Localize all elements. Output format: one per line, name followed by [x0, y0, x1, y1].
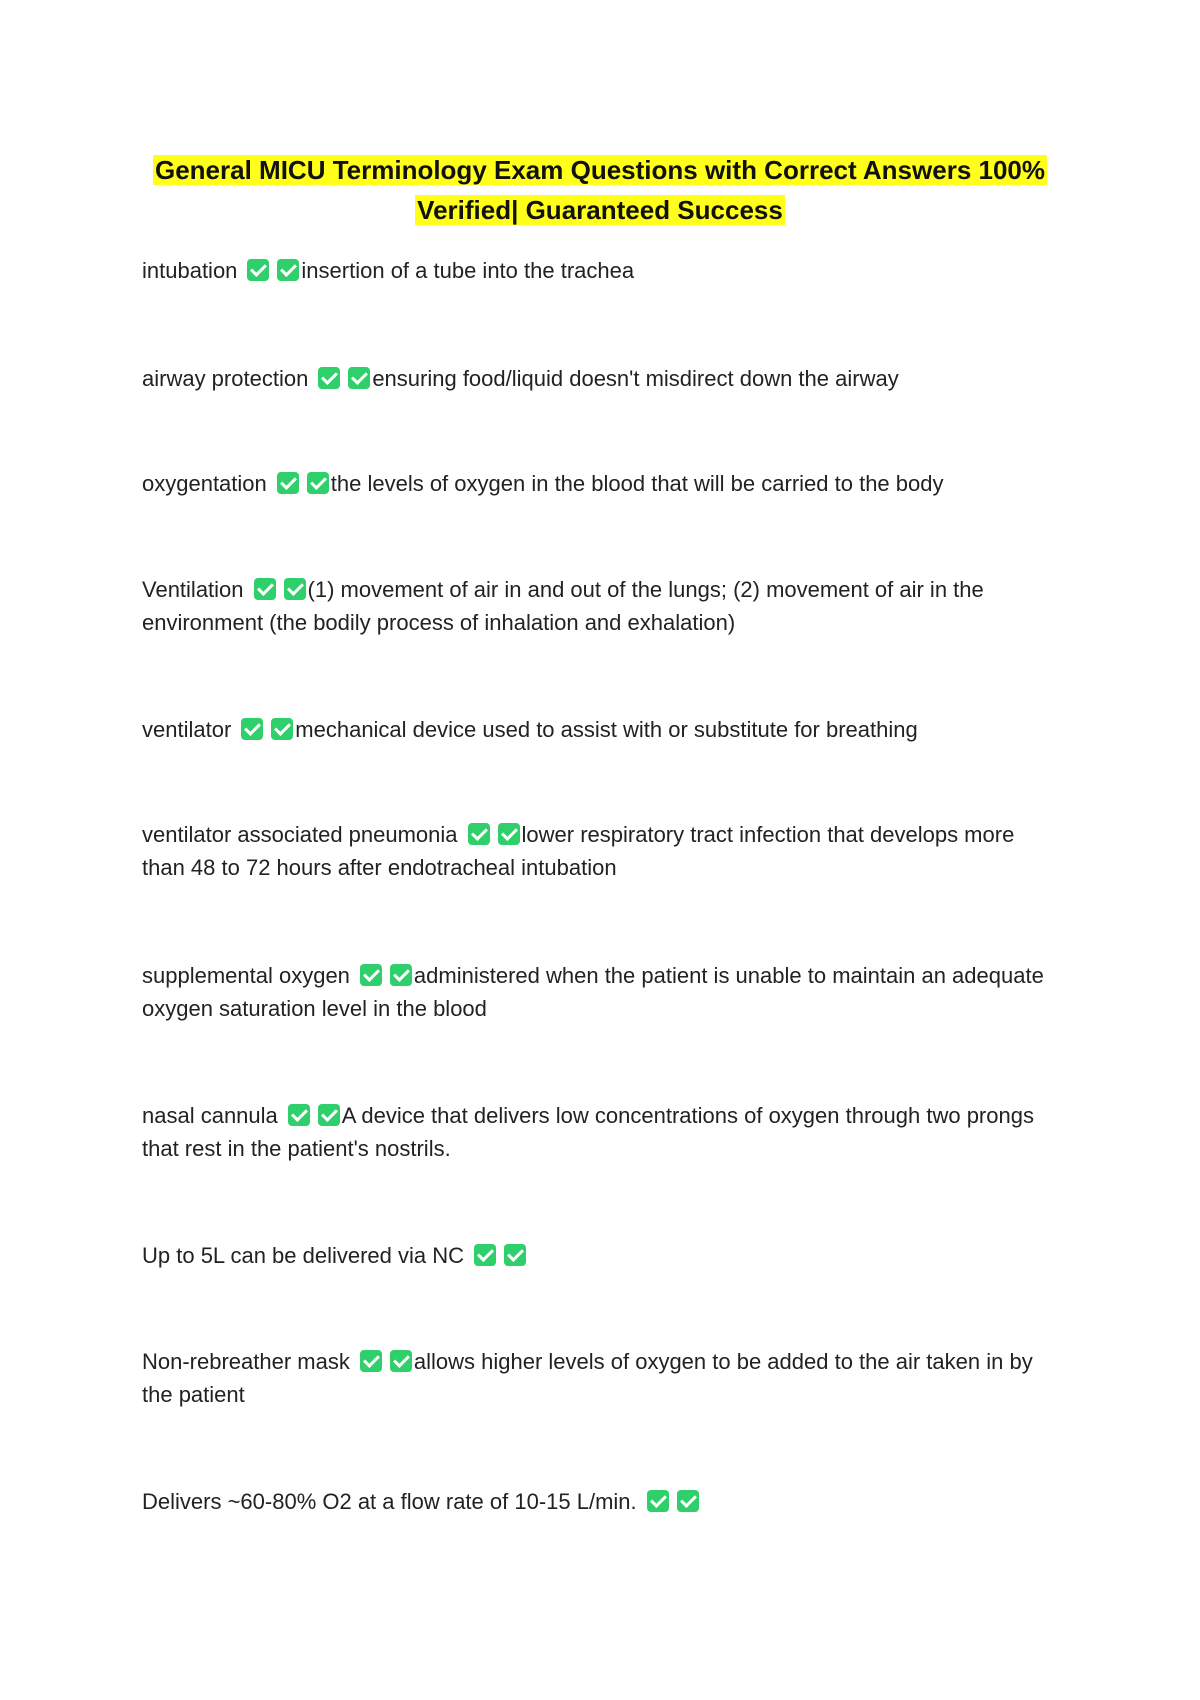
- entry-definition: A device that delivers low concentrations of oxygen through two prongs that rest in the patient's nostrils.: [142, 1103, 1034, 1161]
- entry-non-rebreather-mask: [142, 1345, 1062, 1411]
- check-mark-icon: [318, 1104, 340, 1126]
- check-mark-icon: [318, 367, 340, 389]
- entry-definition: insertion of a tube into the trachea: [301, 258, 635, 283]
- check-mark-icon: [307, 472, 329, 494]
- entry-term: Delivers ~60-80% O2 at a flow rate of 10-15 L/min.: [142, 1489, 637, 1514]
- entry-airway-protection: [142, 362, 1062, 395]
- entry-definition: allows higher levels of oxygen to be added to the air taken in by the patient: [142, 1349, 1033, 1407]
- entry-definition: the levels of oxygen in the blood that will be carried to the body: [330, 471, 944, 496]
- check-mark-icon: [241, 718, 263, 740]
- entry-nasal-cannula: [142, 1099, 1062, 1165]
- document-title: [140, 150, 1060, 230]
- entry-oxygentation: [142, 467, 1062, 500]
- check-mark-icon: [284, 578, 306, 600]
- check-mark-icon: [360, 1350, 382, 1372]
- check-mark-icon: [277, 259, 299, 281]
- entry-term: Ventilation: [142, 577, 244, 602]
- entry-term: intubation: [142, 258, 238, 283]
- entry-term: nasal cannula: [142, 1103, 278, 1128]
- entry-ventilation: [142, 573, 1062, 639]
- entry-term: Non-rebreather mask: [142, 1349, 350, 1374]
- entry-term: airway protection: [142, 366, 309, 391]
- check-mark-icon: [504, 1244, 526, 1266]
- entry-term: ventilator associated pneumonia: [142, 822, 458, 847]
- check-mark-icon: [390, 1350, 412, 1372]
- entry-term: oxygentation: [142, 471, 267, 496]
- entry-definition: administered when the patient is unable to maintain an adequate oxygen saturation level in the blood: [142, 963, 1044, 1021]
- check-mark-icon: [647, 1490, 669, 1512]
- check-mark-icon: [348, 367, 370, 389]
- entry-intubation: [142, 254, 1062, 287]
- check-mark-icon: [677, 1490, 699, 1512]
- check-mark-icon: [390, 964, 412, 986]
- entry-up-to-5l-nc: [142, 1239, 1062, 1272]
- check-mark-icon: [498, 823, 520, 845]
- entry-definition: (1) movement of air in and out of the lungs; (2) movement of air in the environment (the bodily process of inhalation and exhalation): [142, 577, 984, 635]
- entry-term: supplemental oxygen: [142, 963, 350, 988]
- entry-supplemental-oxygen: [142, 959, 1062, 1025]
- title-line-2: Verified| Guaranteed Success: [417, 195, 783, 225]
- entry-term: Up to 5L can be delivered via NC: [142, 1243, 465, 1268]
- check-mark-icon: [277, 472, 299, 494]
- check-mark-icon: [288, 1104, 310, 1126]
- entry-delivers-60-80-o2: [142, 1485, 1062, 1518]
- check-mark-icon: [360, 964, 382, 986]
- entry-ventilator: [142, 713, 1062, 746]
- check-mark-icon: [474, 1244, 496, 1266]
- check-mark-icon: [468, 823, 490, 845]
- check-mark-icon: [247, 259, 269, 281]
- entry-ventilator-associated-pneumonia: [142, 818, 1062, 884]
- entry-definition: mechanical device used to assist with or substitute for breathing: [295, 717, 918, 742]
- check-mark-icon: [254, 578, 276, 600]
- entry-definition: lower respiratory tract infection that develops more than 48 to 72 hours after endotracheal intubation: [142, 822, 1015, 880]
- check-mark-icon: [271, 718, 293, 740]
- entry-term: ventilator: [142, 717, 232, 742]
- entry-definition: ensuring food/liquid doesn't misdirect down the airway: [372, 366, 899, 391]
- title-line-1: General MICU Terminology Exam Questions with Correct Answers 100%: [154, 155, 1046, 185]
